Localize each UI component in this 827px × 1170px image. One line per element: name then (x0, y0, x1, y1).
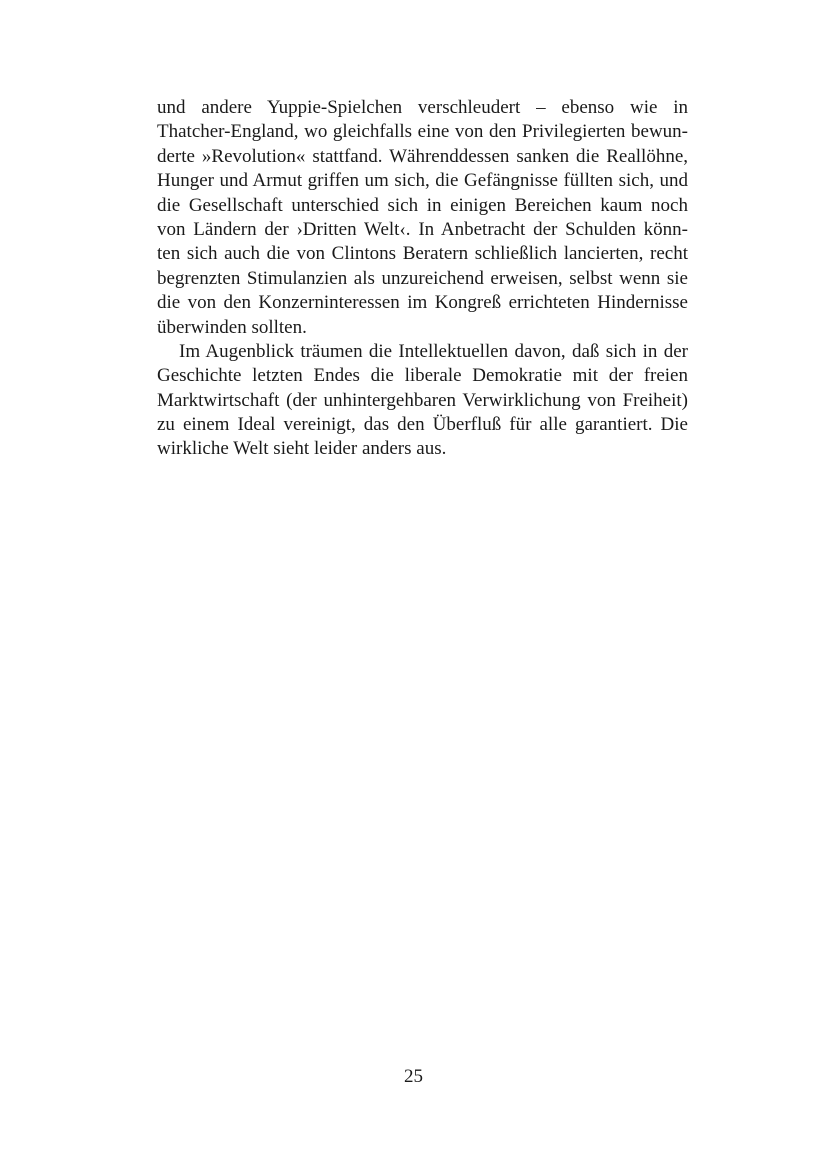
text-line: Hunger und Armut griffen um sich, die Gefängnisse füllten sich, und (157, 170, 688, 192)
text-line: begrenzten Stimulanzien als unzureichend erweisen, selbst wenn sie (157, 267, 688, 289)
paragraph (157, 96, 688, 340)
body-text (157, 96, 688, 462)
text-line: Marktwirtschaft (der unhintergehbaren Verwirklichung von Freiheit) (157, 389, 688, 411)
text-line: ten sich auch die von Clintons Beratern schließlich lancierten, recht (157, 243, 688, 265)
text-line: wirkliche Welt sieht leider anders aus. (157, 438, 447, 460)
text-line: die Gesellschaft unterschied sich in einigen Bereichen kaum noch (157, 194, 688, 216)
text-line: von Ländern der ›Dritten Welt‹. In Anbetracht der Schulden könn- (157, 218, 688, 240)
paragraph (157, 340, 688, 462)
text-line: die von den Konzerninteressen im Kongreß errichteten Hindernisse (157, 292, 688, 314)
page-number: 25 (404, 1066, 423, 1087)
text-line: Geschichte letzten Endes die liberale Demokratie mit der freien (157, 365, 688, 387)
text-line: Im Augenblick träumen die Intellektuellen davon, daß sich in der (179, 340, 688, 362)
text-line: zu einem Ideal vereinigt, das den Überfluß für alle garantiert. Die (157, 414, 688, 436)
text-line: überwinden sollten. (157, 316, 307, 338)
text-line: derte »Revolution« stattfand. Währenddessen sanken die Reallöhne, (157, 145, 688, 167)
text-line: und andere Yuppie-Spielchen verschleudert – ebenso wie in (157, 97, 688, 118)
text-line: Thatcher-England, wo gleichfalls eine von den Privilegierten bewun- (157, 121, 688, 143)
